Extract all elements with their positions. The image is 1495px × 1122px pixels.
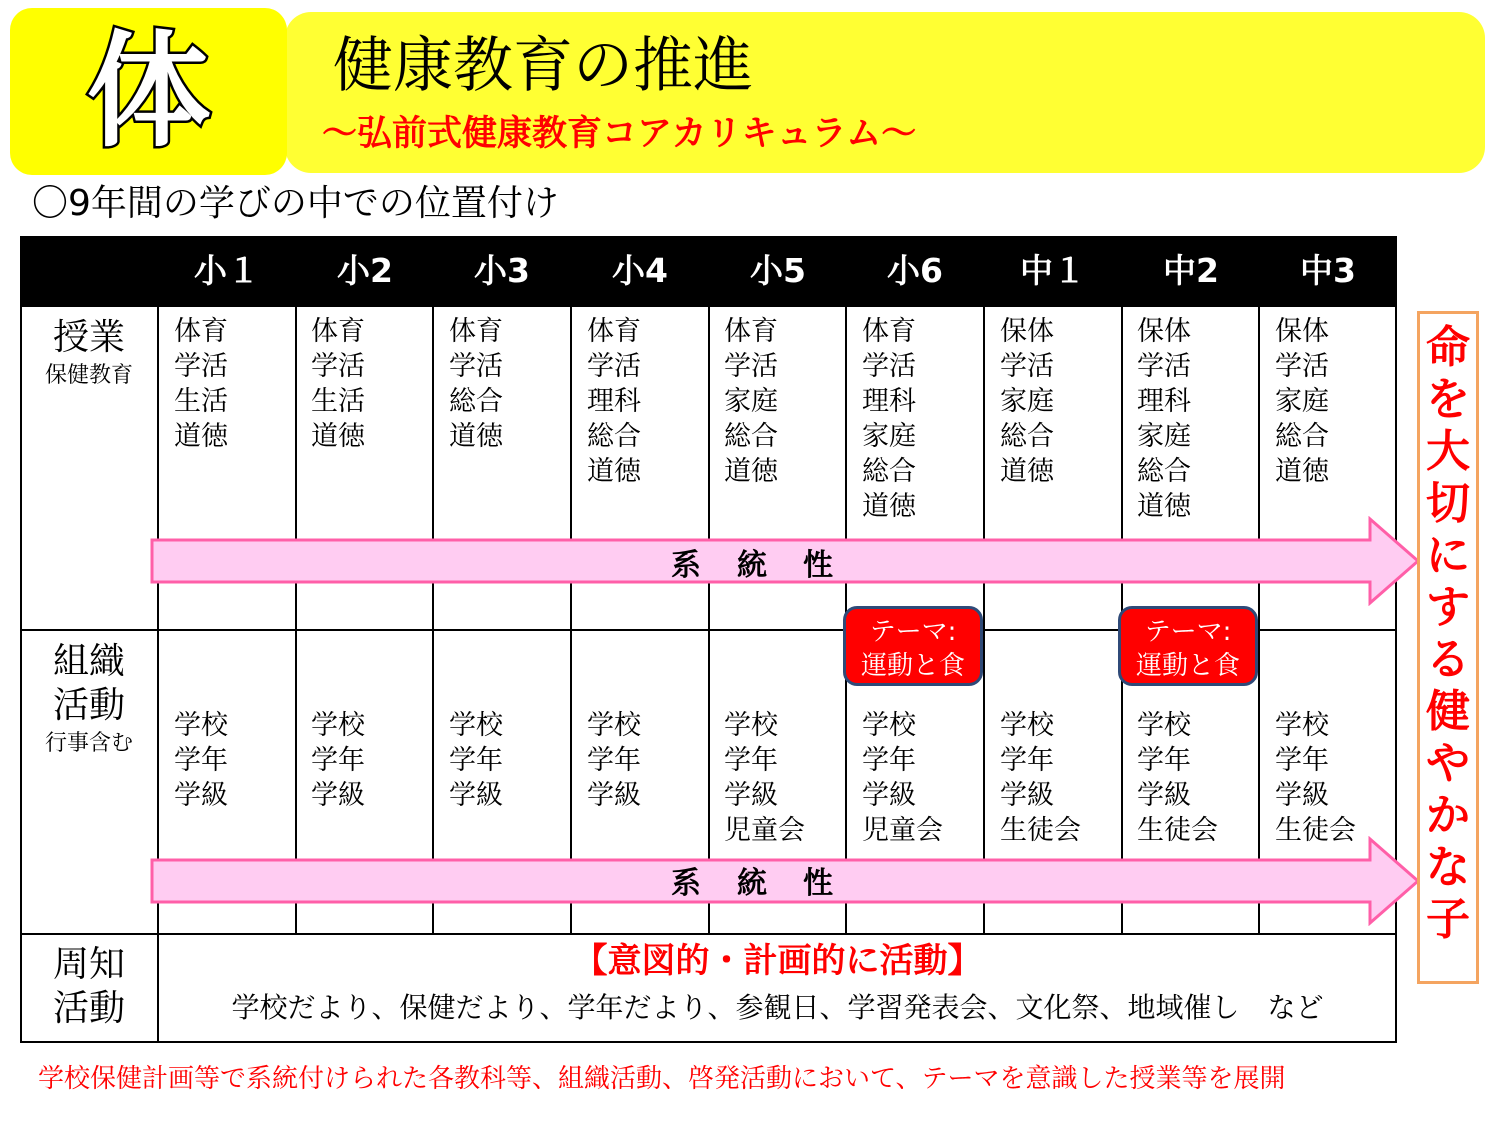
subject: 総合 <box>587 421 641 452</box>
org-unit: 学級 <box>1000 780 1054 811</box>
subject: 体育 <box>587 316 641 347</box>
section-title: 〇9年間の学びの中での位置付け <box>32 183 559 224</box>
subject: 学活 <box>174 351 228 382</box>
subject: 生活 <box>174 386 228 417</box>
row-label-awareness <box>20 943 158 1031</box>
theme-badge <box>843 606 983 686</box>
subject: 道徳 <box>862 491 916 522</box>
org-unit: 学年 <box>449 745 503 776</box>
subject: 道徳 <box>724 456 778 487</box>
subject: 体育 <box>449 316 503 347</box>
row-label-line: 活動 <box>52 685 125 726</box>
org-unit: 学級 <box>587 780 641 811</box>
row-label-line: 周知 <box>52 944 125 985</box>
subject: 理科 <box>862 386 916 417</box>
lesson-subjects <box>1137 314 1267 524</box>
grade-header: 小１ <box>194 251 260 290</box>
org-unit: 学年 <box>1000 745 1054 776</box>
subject: 道徳 <box>1275 456 1329 487</box>
goal-text: 命を大切にする健やかな子 <box>1426 322 1470 945</box>
org-unit: 学級 <box>1137 780 1191 811</box>
subject: 学活 <box>449 351 503 382</box>
org-unit: 学級 <box>1275 780 1329 811</box>
subject: 道徳 <box>1000 456 1054 487</box>
theme-badge-line: テーマ: <box>869 617 957 647</box>
subject: 総合 <box>1137 456 1191 487</box>
subject: 家庭 <box>1137 421 1191 452</box>
theme-badge-line: テーマ: <box>1144 617 1232 647</box>
subject: 道徳 <box>174 421 228 452</box>
grade-header: 小2 <box>337 251 393 290</box>
subject: 総合 <box>1000 421 1054 452</box>
subject: 学活 <box>1137 351 1191 382</box>
theme-badge-line: 運動と食 <box>860 651 965 681</box>
org-units <box>174 708 304 813</box>
subject: 理科 <box>1137 386 1191 417</box>
subject: 道徳 <box>1137 491 1191 522</box>
subject: 総合 <box>862 456 916 487</box>
org-unit: 学校 <box>174 710 228 741</box>
awareness-activities: 学校だより、保健だより、学年だより、参観日、学習発表会、文化祭、地域催し など <box>231 991 1324 1024</box>
lesson-subjects <box>1275 314 1405 489</box>
org-units <box>1000 708 1130 848</box>
org-units <box>724 708 854 848</box>
theme-badge-line: 運動と食 <box>1135 651 1240 681</box>
row-label-lessons: 授業 <box>52 317 125 358</box>
org-unit: 学校 <box>724 710 778 741</box>
org-unit: 学年 <box>1137 745 1191 776</box>
org-unit: 生徒会 <box>1000 815 1081 846</box>
org-unit: 学校 <box>449 710 503 741</box>
grade-header: 中１ <box>1020 251 1086 290</box>
row-sublabel-lessons: 保健教育 <box>44 363 133 388</box>
row-label-line: 活動 <box>52 988 125 1029</box>
subject: 学活 <box>1000 351 1054 382</box>
lesson-subjects <box>449 314 579 454</box>
subject: 保体 <box>1275 316 1329 347</box>
grade-header: 小4 <box>612 251 668 290</box>
org-unit: 学校 <box>1137 710 1191 741</box>
org-unit: 学校 <box>311 710 365 741</box>
subject: 学活 <box>724 351 778 382</box>
row-label-organization <box>20 640 158 728</box>
lesson-subjects <box>1000 314 1130 489</box>
subject: 総合 <box>1275 421 1329 452</box>
org-unit: 児童会 <box>724 815 805 846</box>
subject: 保体 <box>1000 316 1054 347</box>
org-units <box>862 708 992 848</box>
subject: 道徳 <box>449 421 503 452</box>
org-unit: 学年 <box>311 745 365 776</box>
page-subtitle: ～弘前式健康教育コアカリキュラム～ <box>322 114 917 154</box>
lesson-subjects <box>724 314 854 489</box>
grade-header: 小5 <box>750 251 806 290</box>
lesson-subjects <box>862 314 992 524</box>
theme-badge <box>1118 606 1258 686</box>
org-units <box>1137 708 1267 848</box>
subject: 学活 <box>587 351 641 382</box>
progression-label: 系統性 <box>671 548 869 583</box>
subject: 道徳 <box>587 456 641 487</box>
footnote: 学校保健計画等で系統付けられた各教科等、組織活動、啓発活動において、テーマを意識した授業等を展開 <box>38 1064 1286 1094</box>
subject: 学活 <box>862 351 916 382</box>
subject: 家庭 <box>724 386 778 417</box>
subject: 保体 <box>1137 316 1191 347</box>
org-unit: 学年 <box>724 745 778 776</box>
org-unit: 生徒会 <box>1275 815 1356 846</box>
subject: 体育 <box>862 316 916 347</box>
lesson-subjects <box>311 314 441 454</box>
awareness-heading: 【意図的・計画的に活動】 <box>573 941 982 981</box>
org-unit: 学校 <box>1275 710 1329 741</box>
subject: 理科 <box>587 386 641 417</box>
lesson-subjects <box>174 314 304 454</box>
subject: 生活 <box>311 386 365 417</box>
org-unit: 学年 <box>587 745 641 776</box>
subject: 家庭 <box>1000 386 1054 417</box>
subject: 総合 <box>449 386 503 417</box>
org-unit: 学校 <box>862 710 916 741</box>
grade-header: 小3 <box>474 251 530 290</box>
row-label-line: 組織 <box>52 641 125 682</box>
subject: 学活 <box>311 351 365 382</box>
org-units <box>449 708 579 813</box>
org-unit: 学級 <box>449 780 503 811</box>
org-unit: 学校 <box>587 710 641 741</box>
subject: 家庭 <box>1275 386 1329 417</box>
grade-header: 小6 <box>887 251 943 290</box>
org-units <box>587 708 717 813</box>
org-unit: 学級 <box>862 780 916 811</box>
org-units <box>1275 708 1405 848</box>
org-unit: 学級 <box>724 780 778 811</box>
row-sublabel-organization: 行事含む <box>44 731 133 756</box>
grade-header: 中2 <box>1163 251 1219 290</box>
org-unit: 生徒会 <box>1137 815 1218 846</box>
org-unit: 学校 <box>1000 710 1054 741</box>
subject: 家庭 <box>862 421 916 452</box>
subject: 体育 <box>724 316 778 347</box>
grid-line <box>20 1041 1397 1043</box>
subject-badge <box>10 8 287 175</box>
grade-header: 中3 <box>1300 251 1356 290</box>
subject: 体育 <box>311 316 365 347</box>
subject: 学活 <box>1275 351 1329 382</box>
org-unit: 学年 <box>1275 745 1329 776</box>
subject-badge-text: 体 <box>86 19 211 164</box>
org-unit: 学年 <box>174 745 228 776</box>
org-unit: 学級 <box>174 780 228 811</box>
lesson-subjects <box>587 314 717 489</box>
org-unit: 学年 <box>862 745 916 776</box>
subject: 道徳 <box>311 421 365 452</box>
page-title: 健康教育の推進 <box>333 31 753 101</box>
subject: 総合 <box>724 421 778 452</box>
progression-label: 系統性 <box>671 866 869 901</box>
subject: 体育 <box>174 316 228 347</box>
org-unit: 児童会 <box>862 815 943 846</box>
org-units <box>311 708 441 813</box>
org-unit: 学級 <box>311 780 365 811</box>
